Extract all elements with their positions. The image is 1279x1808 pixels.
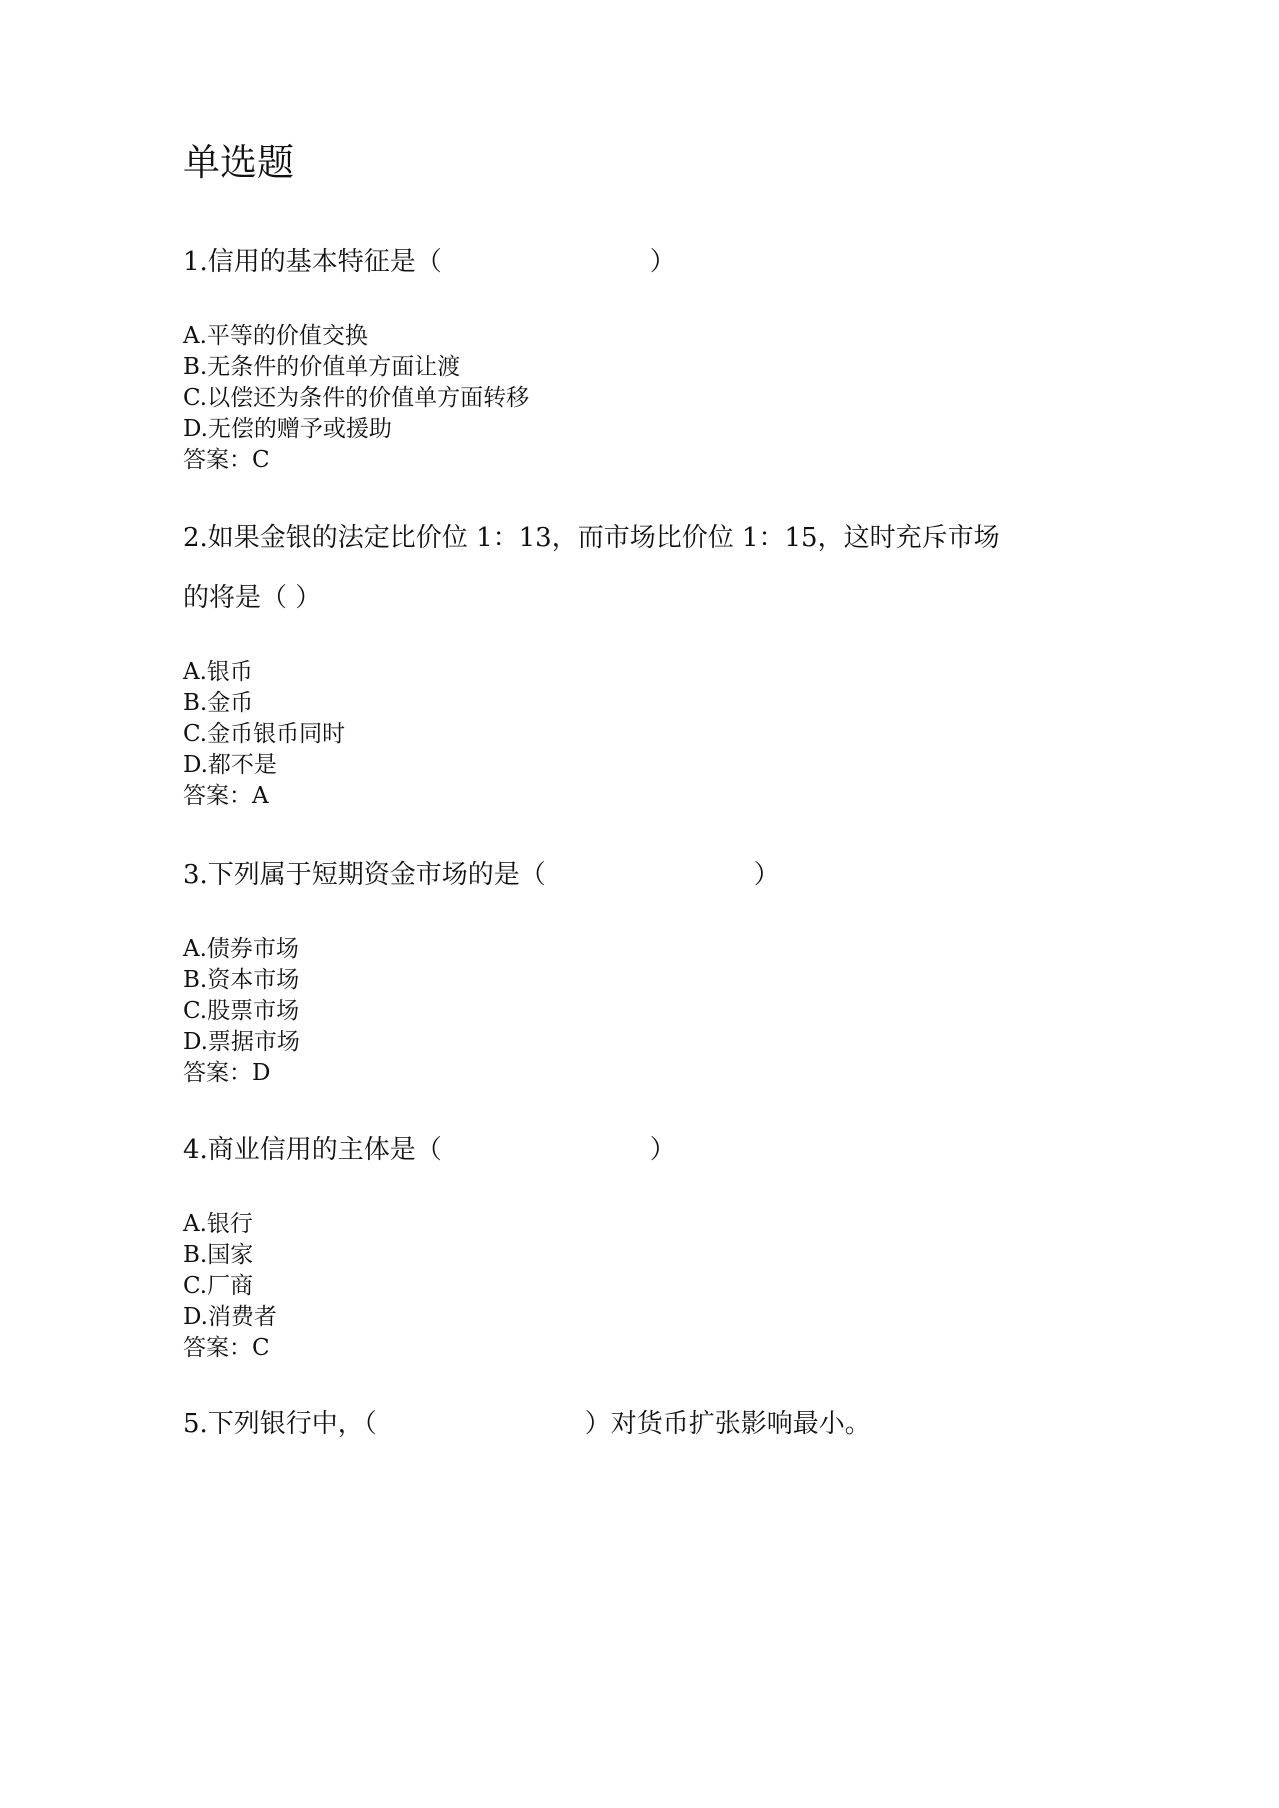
option-d: D.票据市场 (183, 1029, 300, 1055)
question-3 (183, 859, 1183, 1089)
answer-line: 答案：C (183, 447, 270, 473)
question-2 (183, 522, 1183, 812)
question-stem: 5.下列银行中，（ ）对货币扩张影响最小。 (183, 1409, 871, 1439)
option-list (183, 1209, 1183, 1364)
option-b: B.无条件的价值单方面让渡 (183, 354, 461, 380)
option-a: A.银币 (183, 659, 253, 685)
option-c: C.以偿还为条件的价值单方面转移 (183, 385, 530, 411)
option-b: B.国家 (183, 1242, 254, 1268)
option-b: B.资本市场 (183, 967, 300, 993)
answer-line: 答案：A (183, 783, 269, 809)
option-d: D.消费者 (183, 1304, 277, 1330)
section-title: 单选题 (183, 141, 294, 184)
option-list (183, 934, 1183, 1089)
option-c: C.金币银币同时 (183, 721, 346, 747)
question-5 (183, 1408, 1183, 1440)
answer-line: 答案：D (183, 1060, 271, 1086)
question-stem: 1.信用的基本特征是（ ） (183, 247, 676, 277)
question-stem: 4.商业信用的主体是（ ） (183, 1135, 676, 1165)
option-d: D.无偿的赠予或援助 (183, 416, 392, 442)
option-a: A.银行 (183, 1211, 253, 1237)
question-stem: 2.如果金银的法定比价位 1：13，而市场比价位 1：15，这时充斥市场 (183, 523, 1000, 553)
option-a: A.债券市场 (183, 936, 299, 962)
option-d: D.都不是 (183, 752, 277, 778)
option-list (183, 321, 1183, 476)
option-a: A.平等的价值交换 (183, 323, 368, 349)
option-b: B.金币 (183, 690, 254, 716)
question-stem: 3.下列属于短期资金市场的是（ ） (183, 860, 780, 890)
answer-line: 答案：C (183, 1335, 270, 1361)
question-stem-continued: 的将是（ ） (183, 583, 322, 613)
option-c: C.股票市场 (183, 998, 300, 1024)
question-1 (183, 246, 1183, 476)
option-c: C.厂商 (183, 1273, 254, 1299)
option-list (183, 657, 1183, 812)
question-4 (183, 1134, 1183, 1364)
